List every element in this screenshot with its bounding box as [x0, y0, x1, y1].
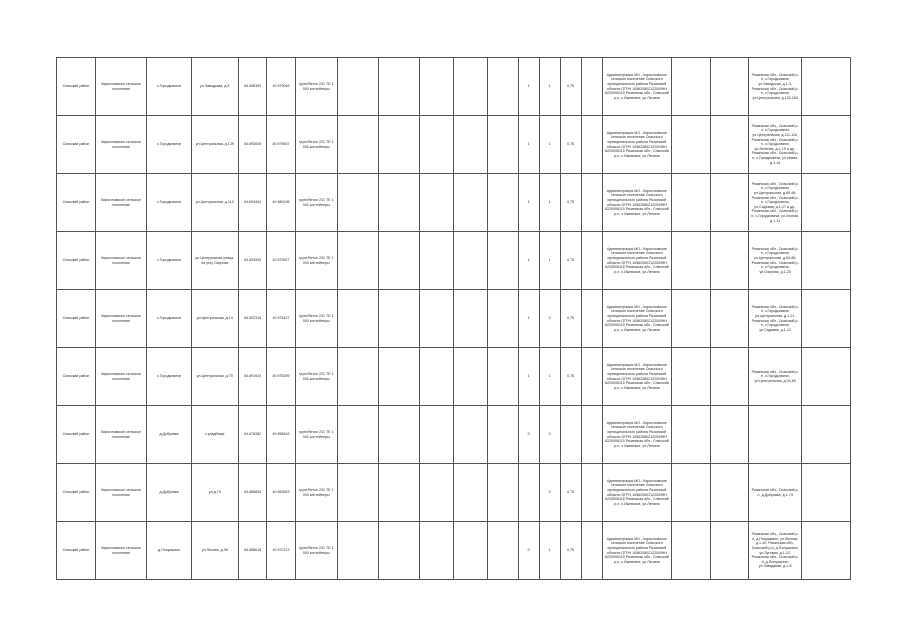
settlement-type-cell: Кирилловское сельское поселение — [95, 290, 147, 348]
settlement-type-cell: Кирилловское сельское поселение — [95, 116, 147, 174]
empty-cell — [454, 290, 488, 348]
volume-cell: 0,75 — [560, 522, 581, 580]
empty-cell — [802, 174, 851, 232]
empty-cell — [454, 464, 488, 522]
count-1-cell: 1 — [518, 116, 539, 174]
empty-cell — [711, 348, 749, 406]
volume-cell: 0,75 — [560, 464, 581, 522]
owner-info-cell: Администрация МО - Кирилловское сельское поселение Спасского муниципального района Рязанской области ОГРН 1056208021220/ИНН 6220006115 Рязанская обл., Спасский р-н, с.Ижевское, ул.Ленина — [602, 522, 671, 580]
empty-cell — [419, 174, 454, 232]
empty-cell — [419, 58, 454, 116]
district-cell: Спасский район — [57, 290, 96, 348]
locality-cell: с.Городковичи — [147, 116, 191, 174]
empty-cell — [672, 232, 711, 290]
owner-info-cell: Администрация МО - Кирилловское сельское поселение Спасского муниципального района Рязанской области ОГРН 1056208021220/ИНН 6220006115 Рязанская обл., Спасский р-н, с.Ижевское, ул.Ленина — [602, 58, 671, 116]
locality-cell: д.Полушкино — [147, 522, 191, 580]
volume-cell — [560, 406, 581, 464]
surface-info-cell: грунт/бетон 231 ТЕ 1 000 контейнеры — [295, 116, 337, 174]
empty-cell — [419, 464, 454, 522]
empty-cell — [378, 174, 419, 232]
empty-cell — [581, 348, 602, 406]
empty-cell — [581, 116, 602, 174]
empty-cell — [454, 116, 488, 174]
settlement-type-cell: Кирилловское сельское поселение — [95, 58, 147, 116]
waste-sources-cell: Рязанская обл., Спасский р-н, с.Городковичи, ул.Центральная, д.64-86, Рязанская обл., Спасский р-н, с.Городковичи, ул.Озерная, д.1-20 — [748, 232, 802, 290]
owner-info-cell: Администрация МО - Кирилловское сельское поселение Спасского муниципального района Рязанской области ОГРН 1056208021220/ИНН 6220006115 Рязанская обл., Спасский р-н, с.Ижевское, ул.Ленина — [602, 116, 671, 174]
count-2-cell: 1 — [539, 116, 560, 174]
count-2-cell: 2 — [539, 290, 560, 348]
empty-cell — [672, 290, 711, 348]
district-cell: Спасский район — [57, 174, 96, 232]
empty-cell — [488, 348, 518, 406]
latitude-cell: 54.698399 — [238, 58, 266, 116]
district-cell: Спасский район — [57, 348, 96, 406]
settlement-type-cell: Кирилловское сельское поселение — [95, 406, 147, 464]
volume-cell: 0,75 — [560, 232, 581, 290]
empty-cell — [454, 58, 488, 116]
empty-cell — [802, 232, 851, 290]
empty-cell — [711, 406, 749, 464]
longitude-cell: 40.980196 — [267, 174, 295, 232]
count-1-cell: 0 — [518, 406, 539, 464]
empty-cell — [378, 232, 419, 290]
empty-cell — [711, 522, 749, 580]
empty-cell — [337, 116, 378, 174]
empty-cell — [802, 464, 851, 522]
longitude-cell: 40.979527 — [267, 232, 295, 290]
empty-cell — [802, 348, 851, 406]
empty-cell — [419, 406, 454, 464]
settlement-type-cell: Кирилловское сельское поселение — [95, 464, 147, 522]
empty-cell — [454, 174, 488, 232]
table-row — [57, 58, 851, 116]
empty-cell — [711, 290, 749, 348]
district-cell: Спасский район — [57, 116, 96, 174]
empty-cell — [337, 232, 378, 290]
street-cell: ул.Центральная, д.139 — [191, 116, 238, 174]
empty-cell — [711, 174, 749, 232]
empty-cell — [337, 290, 378, 348]
count-1-cell: 1 — [518, 58, 539, 116]
empty-cell — [672, 58, 711, 116]
empty-cell — [581, 406, 602, 464]
settlement-type-cell: Кирилловское сельское поселение — [95, 348, 147, 406]
count-1-cell: 1 — [518, 348, 539, 406]
owner-info-cell: Администрация МО - Кирилловское сельское поселение Спасского муниципального района Рязанской области ОГРН 1056208021220/ИНН 6220006115 Рязанская обл., Спасский р-н, с.Ижевское, ул.Ленина — [602, 348, 671, 406]
volume-cell: 0,75 — [560, 174, 581, 232]
empty-cell — [711, 232, 749, 290]
count-1-cell: 0 — [518, 522, 539, 580]
empty-cell — [378, 406, 419, 464]
empty-cell — [581, 58, 602, 116]
empty-cell — [454, 348, 488, 406]
empty-cell — [711, 58, 749, 116]
waste-sources-cell: Рязанская обл., Спасский р-н, с.Городковичи, ул.Центральная, д.1-21, Рязанская обл., Спасский р-н, с.Городковичи, ул.Садовая, д.1-12 — [748, 290, 802, 348]
locality-cell: с.Городковичи — [147, 174, 191, 232]
count-1-cell — [518, 464, 539, 522]
volume-cell: 0,75 — [560, 290, 581, 348]
district-cell: Спасский район — [57, 522, 96, 580]
empty-cell — [802, 58, 851, 116]
table-row — [57, 116, 851, 174]
count-1-cell: 1 — [518, 290, 539, 348]
locality-cell: с.Городковичи — [147, 232, 191, 290]
waste-sources-cell: Рязанская обл., Спасский р-н, с.Городковичи, ул.Центральная, д.111-116, Рязанская обл., Спасский р-н, с.Городковичи, ул.Зеленая, д.1-19 и др., Рязанская обл., Спасский р-н, с.Городковичи, ул.Новая, д.1-15 — [748, 116, 802, 174]
empty-cell — [672, 464, 711, 522]
empty-cell — [581, 174, 602, 232]
latitude-cell: 54.691924 — [238, 348, 266, 406]
table-row — [57, 406, 851, 464]
empty-cell — [337, 406, 378, 464]
empty-cell — [378, 464, 419, 522]
locality-cell: с.Городковичи — [147, 348, 191, 406]
empty-cell — [378, 348, 419, 406]
count-2-cell: 1 — [539, 522, 560, 580]
count-2-cell: 1 — [539, 58, 560, 116]
empty-cell — [802, 116, 851, 174]
waste-sources-cell: Рязанская обл., Спасский р-н, с.Городковичи, ул.Центральная, д.30-60 — [748, 348, 802, 406]
count-2-cell: 0 — [539, 464, 560, 522]
waste-sources-cell — [748, 406, 802, 464]
surface-info-cell: грунт/бетон 231 ТЕ 1 000 контейнеры — [295, 174, 337, 232]
empty-cell — [488, 174, 518, 232]
district-cell: Спасский район — [57, 464, 96, 522]
table-row — [57, 464, 851, 522]
locality-cell: д.Дубровка — [147, 464, 191, 522]
locality-cell: с.Городковичи — [147, 58, 191, 116]
owner-info-cell: Администрация МО - Кирилловское сельское поселение Спасского муниципального района Рязанской области ОГРН 1056208021220/ИНН 6220006115 Рязанская обл., Спасский р-н, с.Ижевское, ул.Ленина — [602, 174, 671, 232]
empty-cell — [337, 348, 378, 406]
empty-cell — [488, 406, 518, 464]
empty-cell — [488, 290, 518, 348]
longitude-cell: 40.976427 — [267, 290, 295, 348]
empty-cell — [419, 232, 454, 290]
empty-cell — [672, 348, 711, 406]
table-row — [57, 522, 851, 580]
waste-sources-cell: Рязанская обл., Спасский р-н, с.Городковичи, ул.Заводская, д.1-3, Рязанская обл., Спасский р-н, с.Городковичи, ул.Центральная, д.134-183 — [748, 58, 802, 116]
empty-cell — [419, 522, 454, 580]
empty-cell — [802, 406, 851, 464]
longitude-cell: 40.970713 — [267, 522, 295, 580]
waste-sources-cell: Рязанская обл., Спасский р-н, д.Полушкино, ул.Лесная, д.1-40, Рязанская обл., Спасский р-н, д.Полушкино, ул.Луговая, д.1-12, Рязанская обл., Спасский р-н, д.Полушкино, ул.Заводская, д.1-8 — [748, 522, 802, 580]
settlement-type-cell: Кирилловское сельское поселение — [95, 522, 147, 580]
empty-cell — [672, 174, 711, 232]
empty-cell — [419, 290, 454, 348]
street-cell: ул.Центральная, д.70 — [191, 348, 238, 406]
empty-cell — [581, 522, 602, 580]
empty-cell — [802, 522, 851, 580]
empty-cell — [711, 116, 749, 174]
volume-cell: 0,75 — [560, 58, 581, 116]
empty-cell — [454, 522, 488, 580]
settlement-type-cell: Кирилловское сельское поселение — [95, 232, 147, 290]
empty-cell — [337, 58, 378, 116]
empty-cell — [488, 232, 518, 290]
street-cell: ул.Лесная, д.38 — [191, 522, 238, 580]
surface-info-cell: грунт/бетон 231 ТЕ 1 000 контейнеры — [295, 232, 337, 290]
latitude-cell: 54.693404 — [238, 174, 266, 232]
empty-cell — [672, 522, 711, 580]
street-cell: с.кладбище — [191, 406, 238, 464]
latitude-cell: 54.693045 — [238, 116, 266, 174]
empty-cell — [802, 290, 851, 348]
latitude-cell: 54.686618 — [238, 522, 266, 580]
surface-info-cell: грунт/бетон 231 ТЕ 1 000 контейнеры — [295, 348, 337, 406]
table-row — [57, 174, 851, 232]
empty-cell — [378, 522, 419, 580]
district-cell: Спасский район — [57, 406, 96, 464]
surface-info-cell: грунт/бетон 231 ТЕ 1 000 контейнеры — [295, 406, 337, 464]
longitude-cell: 40.979637 — [267, 116, 295, 174]
count-1-cell: 1 — [518, 174, 539, 232]
empty-cell — [581, 464, 602, 522]
volume-cell: 0,75 — [560, 116, 581, 174]
empty-cell — [488, 116, 518, 174]
count-2-cell: 1 — [539, 174, 560, 232]
empty-cell — [337, 174, 378, 232]
street-cell: ул.Заводская, д.5 — [191, 58, 238, 116]
longitude-cell: 40.975259 — [267, 348, 295, 406]
street-cell: ул.Центральная, д.14 — [191, 290, 238, 348]
latitude-cell: 54.676282 — [238, 406, 266, 464]
waste-sources-cell: Рязанская обл., Спасский р-н, д.Дубровка, д.1-74 — [748, 464, 802, 522]
empty-cell — [419, 348, 454, 406]
volume-cell: 0,75 — [560, 348, 581, 406]
surface-info-cell: грунт/бетон 231 ТЕ 1 000 контейнеры — [295, 464, 337, 522]
empty-cell — [488, 58, 518, 116]
table-row — [57, 232, 851, 290]
empty-cell — [378, 58, 419, 116]
empty-cell — [337, 522, 378, 580]
empty-cell — [711, 464, 749, 522]
empty-cell — [581, 290, 602, 348]
street-cell: ул.д.74 — [191, 464, 238, 522]
empty-cell — [454, 406, 488, 464]
empty-cell — [488, 522, 518, 580]
empty-cell — [378, 116, 419, 174]
latitude-cell: 54.692316 — [238, 290, 266, 348]
empty-cell — [581, 232, 602, 290]
empty-cell — [672, 406, 711, 464]
latitude-cell: 54.693905 — [238, 232, 266, 290]
district-cell: Спасский район — [57, 58, 96, 116]
count-2-cell: 1 — [539, 348, 560, 406]
count-2-cell: 0 — [539, 406, 560, 464]
surface-info-cell: грунт/бетон 231 ТЕ 1 000 контейнеры — [295, 290, 337, 348]
table-row — [57, 348, 851, 406]
locality-cell: д.Дубровка — [147, 406, 191, 464]
empty-cell — [419, 116, 454, 174]
count-1-cell: 1 — [518, 232, 539, 290]
empty-cell — [337, 464, 378, 522]
count-2-cell: 1 — [539, 232, 560, 290]
longitude-cell: 40.979045 — [267, 58, 295, 116]
settlement-type-cell: Кирилловское сельское поселение — [95, 174, 147, 232]
street-cell: ул.Центральная улица, на углу Озерная — [191, 232, 238, 290]
table-row — [57, 290, 851, 348]
empty-cell — [672, 116, 711, 174]
district-cell: Спасский район — [57, 232, 96, 290]
owner-info-cell: Администрация МО - Кирилловское сельское поселение Спасского муниципального района Рязанской области ОГРН 1056208021220/ИНН 6220006115 Рязанская обл., Спасский р-н, с.Ижевское, ул.Ленина — [602, 464, 671, 522]
empty-cell — [378, 290, 419, 348]
locality-cell: с.Городковичи — [147, 290, 191, 348]
longitude-cell: 40.962643 — [267, 464, 295, 522]
empty-cell — [488, 464, 518, 522]
owner-info-cell: Администрация МО - Кирилловское сельское поселение Спасского муниципального района Рязанской области ОГРН 1056208021220/ИНН 6220006115 Рязанская обл., Спасский р-н, с.Ижевское, ул.Ленина — [602, 290, 671, 348]
owner-info-cell: Администрация МО - Кирилловское сельское поселение Спасского муниципального района Рязанской области ОГРН 1056208021220/ИНН 6220006115 Рязанская обл., Спасский р-н, с.Ижевское, ул.Ленина — [602, 406, 671, 464]
registry-table — [56, 57, 851, 580]
longitude-cell: 40.958643 — [267, 406, 295, 464]
street-cell: ул.Центральная, д.114 — [191, 174, 238, 232]
owner-info-cell: Администрация МО - Кирилловское сельское поселение Спасского муниципального района Рязанской области ОГРН 1056208021220/ИНН 6220006115 Рязанская обл., Спасский р-н, с.Ижевское, ул.Ленина — [602, 232, 671, 290]
latitude-cell: 54.685654 — [238, 464, 266, 522]
surface-info-cell: грунт/бетон 231 ТЕ 1 000 контейнеры — [295, 58, 337, 116]
waste-sources-cell: Рязанская обл., Спасский р-н, с.Городковичи, ул.Центральная, д.89-98, Рязанская обл., Спасский р-н, с.Городковичи, ул.Садовая, д.1-17 и др., Рязанская обл., Спасский р-н, с.Городковичи, ул.Лесная, д.1-11 — [748, 174, 802, 232]
empty-cell — [454, 232, 488, 290]
surface-info-cell: грунт/бетон 231 ТЕ 1 000 контейнеры — [295, 522, 337, 580]
